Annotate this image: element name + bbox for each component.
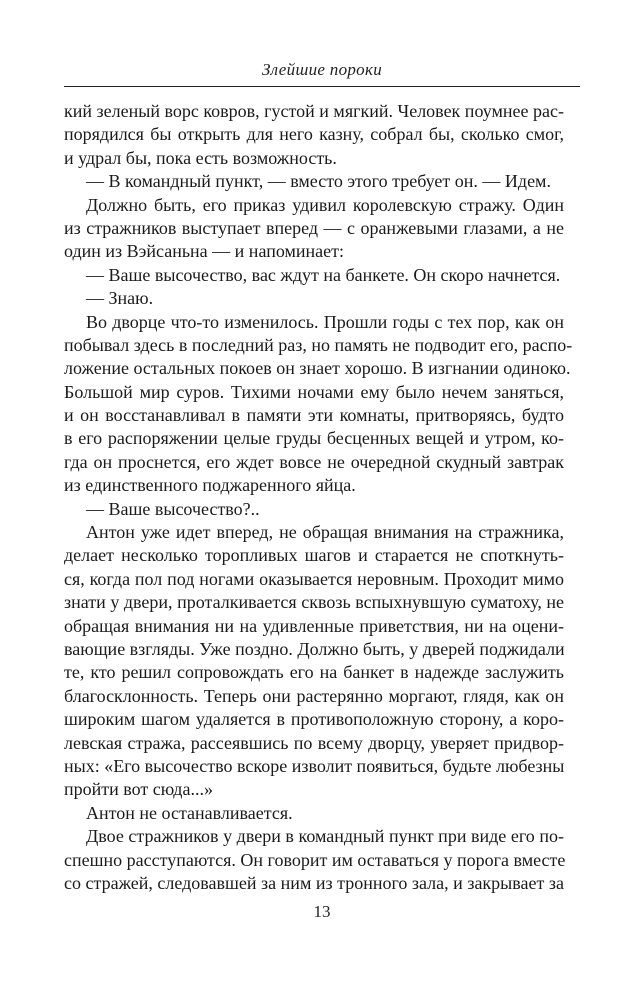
running-head: Злейшие пороки [261,60,383,79]
header-rule [64,86,580,87]
text-line: ных: «Его высочество вскоре изволит появиться, будьте любезны [64,755,565,776]
text-line: те, кто решил сопровождать его на банкет в надежде заслужить [64,662,564,683]
text-line: обращая внимания ни на удивленные приветствия, ни на оцени- [64,615,564,636]
page-number: 13 [313,902,331,921]
text-line: Двое стражников у двери в командный пункт при виде его по- [86,826,564,847]
text-line: широким шагом удаляется в противоположную сторону, а коро- [64,709,564,730]
text-line: вающие взгляды. Уже поздно. Должно быть, у дверей поджидали [64,638,565,659]
text-line: гда он проснется, его ждет вовсе не очередной скудный завтрак [64,451,564,472]
text-line: Антон уже идет вперед, не обращая внимания на стражника, [86,522,564,543]
text-line: ложение остальных покоев он знает хорошо. В изгнании одиноко. [64,358,571,379]
text-line: со стражей, следовавшей за ним из тронного зала, и закрывает за [64,872,564,893]
body-text [64,100,573,895]
text-line: порядился бы открыть для него казну, собрал бы, сколько смог, [64,124,564,145]
text-line: Большой мир суров. Тихими ночами ему было нечем заняться, [64,381,564,402]
text-line: благосклонность. Теперь они растерянно моргают, глядя, как он [64,685,564,706]
text-line: Должно быть, его приказ удивил королевскую стражу. Один [86,194,564,215]
text-line: и он восстанавливал в памяти эти комнаты, притворяясь, будто [64,405,564,426]
text-line: один из Вэйсаньна — и напоминает: [64,241,344,262]
text-line: кий зеленый ворс ковров, густой и мягкий. Человек поумнее рас- [64,101,564,121]
text-line: в его распоряжении целые груды бесценных вещей и утром, ко- [64,428,564,449]
text-line: из единственного поджаренного яйца. [64,475,356,496]
text-line: — Ваше высочество?.. [86,498,260,519]
text-line: ся, когда пол под ногами оказывается неровным. Проходит мимо [64,568,564,589]
text-line: левская стража, рассеявшись по всему дворцу, уверяет придвор- [64,732,564,753]
text-line: — В командный пункт, — вместо этого требует он. — Идем. [86,171,551,192]
text-line: из стражников выступает вперед — с оранжевыми глазами, а не [64,217,564,238]
text-line: делает несколько торопливых шагов и старается не споткнуть- [64,545,564,566]
text-line: и удрал бы, пока есть возможность. [64,147,337,168]
text-line: — Ваше высочество, вас ждут на банкете. Он скоро начнется. [86,264,561,285]
text-line: Во дворце что-то изменилось. Прошли годы с тех пор, как он [86,311,564,332]
text-line: побывал здесь в последний раз, но память не подводит его, распо- [64,334,573,355]
text-line: — Знаю. [86,288,154,309]
text-line: знати у двери, проталкивается сквозь вспыхнувшую суматоху, не [64,592,564,613]
text-line: спешно расступаются. Он говорит им оставаться у порога вместе [64,849,566,870]
text-line: пройти вот сюда...» [64,779,213,800]
text-line: Антон не останавливается. [86,802,293,823]
